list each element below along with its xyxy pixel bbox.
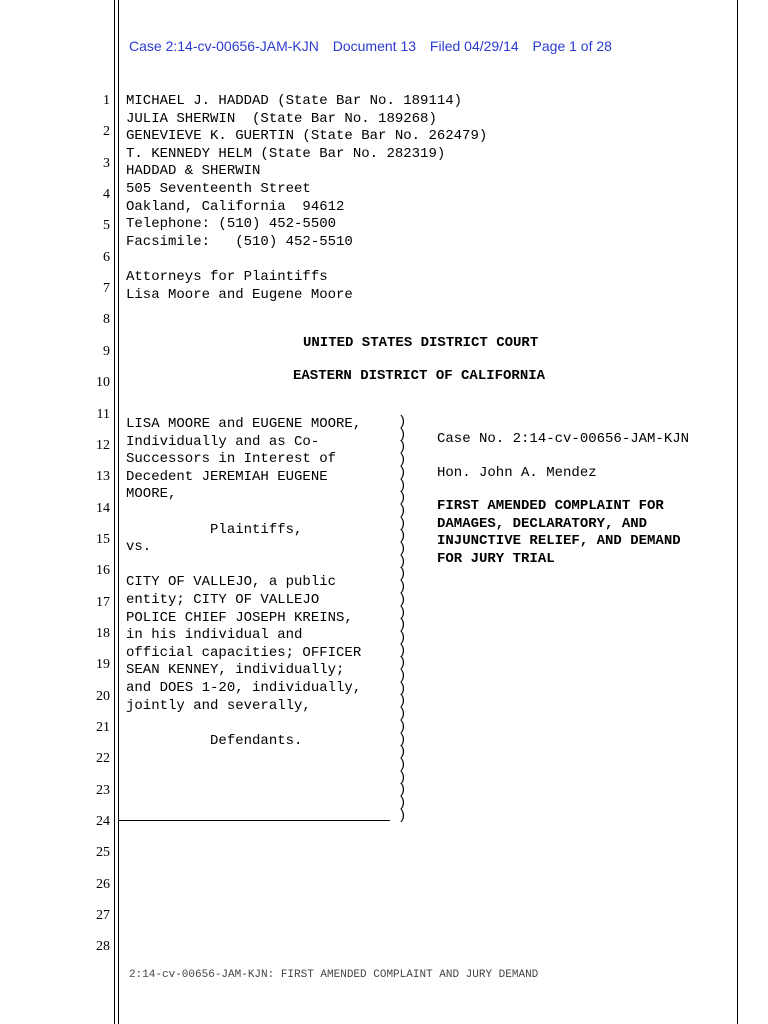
line-number: 15 [96, 531, 110, 547]
line-number: 22 [96, 751, 110, 767]
caption-parentheses [398, 416, 406, 823]
caption-paren: ) [398, 655, 407, 672]
line-number: 26 [96, 876, 110, 892]
line-number: 10 [96, 375, 110, 391]
line-number: 23 [96, 782, 110, 798]
attorney-line [126, 251, 487, 269]
line-number: 21 [96, 720, 110, 735]
caption-parties [126, 416, 388, 750]
caption-line: entity; CITY OF VALLEJO [126, 591, 320, 608]
header-page: Page 1 of 28 [532, 38, 612, 54]
line-number: 1 [103, 93, 110, 108]
line-number: 27 [96, 908, 110, 924]
caption-paren: ) [398, 541, 407, 558]
attorney-line: MICHAEL J. HADDAD (State Bar No. 189114) [126, 93, 463, 109]
caption-paren: ) [398, 515, 407, 532]
attorney-line: Oakland, California 94612 [126, 198, 345, 215]
line-number: 11 [96, 406, 110, 422]
caption-paren: ) [398, 629, 407, 646]
caption-paren: ) [398, 439, 407, 456]
caption-paren: ) [398, 528, 407, 545]
caption-paren: ) [398, 502, 407, 519]
left-margin-rule-inner [118, 0, 119, 1024]
caption-line: Decedent JEREMIAH EUGENE [126, 468, 328, 485]
line-number: 28 [96, 939, 110, 955]
caption-paren: ) [398, 477, 407, 494]
document-title [437, 498, 727, 568]
caption-line: MOORE, [126, 486, 177, 503]
line-number: 7 [103, 281, 110, 297]
caption-line: Successors in Interest of [126, 451, 337, 468]
judge-name: Hon. John A. Mendez [437, 465, 597, 481]
caption-line: Defendants. [126, 732, 303, 749]
caption-rule [118, 820, 390, 821]
caption-paren: ) [398, 795, 407, 812]
line-number: 16 [96, 563, 110, 579]
court-name: UNITED STATES DISTRICT COURT [303, 335, 539, 351]
header-document: Document 13 [332, 38, 417, 54]
caption-line [126, 557, 388, 575]
ecf-header [129, 38, 622, 54]
caption-paren: ) [398, 756, 407, 773]
title-line: FIRST AMENDED COMPLAINT FOR [437, 498, 664, 514]
caption-paren: ) [398, 617, 407, 634]
caption-paren: ) [398, 426, 407, 443]
line-number: 4 [103, 187, 110, 203]
title-line: INJUNCTIVE RELIEF, AND DEMAND [437, 533, 681, 550]
attorney-line: HADDAD & SHERWIN [126, 163, 261, 180]
caption-line: jointly and severally, [126, 697, 311, 714]
caption-paren: ) [398, 553, 407, 570]
line-number: 24 [96, 814, 110, 830]
title-line: FOR JURY TRIAL [437, 550, 555, 567]
caption-paren: ) [398, 642, 407, 659]
caption-paren: ) [398, 604, 407, 621]
attorney-line: GENEVIEVE K. GUERTIN (State Bar No. 262479) [126, 128, 488, 145]
line-number: 13 [96, 469, 110, 485]
line-number: 3 [103, 155, 110, 171]
caption-paren: ) [398, 490, 407, 507]
caption-line: SEAN KENNEY, individually; [126, 662, 345, 679]
attorney-line: 505 Seventeenth Street [126, 180, 311, 197]
line-number: 20 [96, 688, 110, 704]
caption-line: CITY OF VALLEJO, a public [126, 574, 337, 591]
left-margin-rule-outer [114, 0, 115, 1024]
court-district: EASTERN DISTRICT OF CALIFORNIA [293, 368, 546, 384]
line-number: 19 [96, 657, 110, 673]
line-number: 18 [96, 625, 110, 641]
attorney-line: T. KENNEDY HELM (State Bar No. 282319) [126, 145, 446, 162]
line-number: 25 [96, 845, 110, 861]
header-filed: Filed 04/29/14 [429, 38, 519, 54]
case-number: Case No. 2:14-cv-00656-JAM-KJN [437, 431, 690, 447]
caption-paren: ) [398, 782, 407, 799]
caption-paren: ) [398, 807, 407, 824]
line-number: 17 [96, 594, 110, 610]
caption-line: LISA MOORE and EUGENE MOORE, [126, 416, 362, 432]
caption-paren: ) [398, 769, 407, 786]
caption-paren: ) [398, 706, 407, 723]
caption-paren: ) [398, 414, 407, 430]
caption-line: and DOES 1-20, individually, [126, 679, 362, 696]
caption-paren: ) [398, 731, 407, 748]
line-number: 14 [96, 500, 110, 516]
caption-line: official capacities; OFFICER [126, 644, 362, 661]
caption-paren: ) [398, 579, 407, 596]
attorney-line: Lisa Moore and Eugene Moore [126, 286, 353, 303]
caption-paren: ) [398, 566, 407, 583]
title-line: DAMAGES, DECLARATORY, AND [437, 515, 648, 532]
caption-line [126, 504, 388, 522]
caption-line: Plaintiffs, [126, 521, 303, 538]
caption-line [126, 715, 388, 733]
caption-line: vs. [126, 539, 152, 556]
caption-paren: ) [398, 452, 407, 469]
caption-paren: ) [398, 718, 407, 735]
attorney-line: Telephone: (510) 452-5500 [126, 216, 337, 233]
attorney-line: Attorneys for Plaintiffs [126, 268, 328, 285]
attorney-line: Facsimile: (510) 452-5510 [126, 233, 353, 250]
line-number: 12 [96, 437, 110, 453]
caption-paren: ) [398, 464, 407, 481]
caption-line: POLICE CHIEF JOSEPH KREINS, [126, 609, 353, 626]
caption-paren: ) [398, 744, 407, 761]
line-number: 8 [103, 312, 110, 328]
attorney-block [126, 93, 487, 304]
attorney-line: JULIA SHERWIN (State Bar No. 189268) [126, 110, 437, 127]
line-number: 2 [103, 124, 110, 140]
caption-paren: ) [398, 693, 407, 710]
caption-paren: ) [398, 668, 407, 685]
line-number: 9 [103, 343, 110, 359]
caption-paren: ) [398, 591, 407, 608]
caption-paren: ) [398, 680, 407, 697]
caption-line: in his individual and [126, 627, 303, 644]
line-number: 6 [103, 249, 110, 265]
caption-line: Individually and as Co- [126, 433, 320, 450]
footer: 2:14-cv-00656-JAM-KJN: FIRST AMENDED COMPLAINT AND JURY DEMAND [129, 969, 539, 981]
right-margin-rule [737, 0, 738, 1024]
header-case: Case 2:14-cv-00656-JAM-KJN [129, 38, 319, 54]
line-number: 5 [103, 218, 110, 234]
